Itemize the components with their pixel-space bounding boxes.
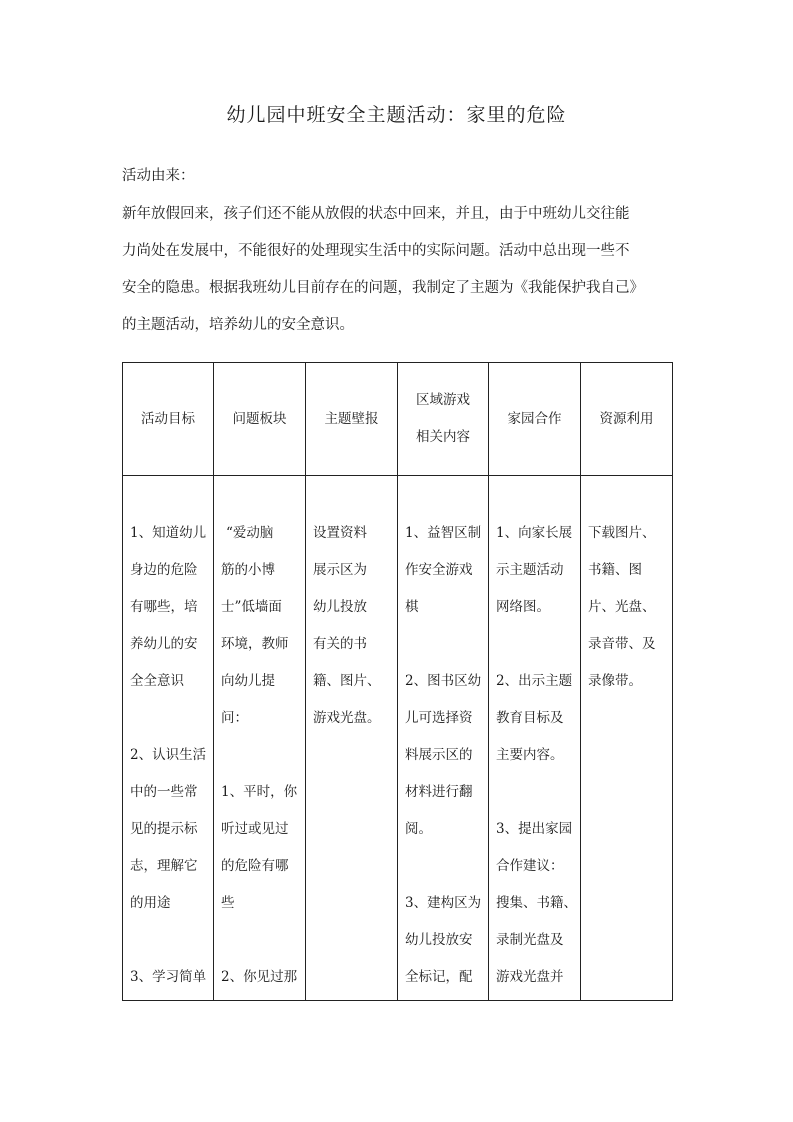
cell-text-line: 儿可选择资	[405, 710, 473, 726]
table-header-cell	[123, 363, 214, 476]
header-text: 主题壁报	[324, 410, 379, 427]
cell-text-line: 游戏光盘。	[313, 710, 381, 726]
header-text: 活动目标	[141, 410, 195, 427]
table-cell	[214, 476, 306, 1001]
cell-text-line	[221, 922, 300, 959]
cell-text-line: 的用途	[130, 895, 171, 911]
table-header-cell	[398, 363, 489, 476]
cell-text-line: 籍、图片、	[313, 673, 381, 689]
cell-text-line: 合作建议：	[496, 858, 564, 874]
intro-line: 安全的隐患。根据我班幼儿目前存在的问题，我制定了主题为《我能保护我自己》	[122, 280, 644, 296]
cell-text-line: 片、光盘、	[588, 599, 656, 615]
cell-text-line: 3、建构区为	[405, 895, 482, 911]
table-cell	[581, 476, 673, 1001]
cell-text-line: 书籍、图	[588, 562, 642, 578]
cell-text-line: “爱动脑	[226, 525, 274, 541]
activity-plan-table	[122, 362, 673, 1001]
cell-text-line: 1、知道幼儿	[130, 525, 207, 541]
cell-text-line: 中的一些常	[130, 784, 198, 800]
cell-text-line	[405, 626, 483, 663]
cell-text-line: 棋	[405, 599, 419, 615]
header-text: 家园合作	[507, 410, 562, 427]
table-cell	[123, 476, 214, 1001]
cell-text-line: 志，理解它	[130, 858, 198, 874]
cell-text-line: 幼儿投放安	[405, 932, 473, 948]
header-text: 问题板块	[232, 410, 287, 427]
cell-text-line: 下载图片、	[588, 525, 656, 541]
cell-text-line: 问：	[221, 710, 248, 726]
cell-text-line: 展示区为	[313, 562, 367, 578]
cell-text-line: 3、提出家园	[496, 821, 573, 837]
cell-text-line: 的危险有哪	[221, 858, 289, 874]
cell-text-line: 网络图。	[496, 599, 550, 615]
table-cell	[398, 476, 489, 1001]
cell-text-line: 养幼儿的安	[130, 636, 198, 652]
cell-text-line: 些	[221, 895, 235, 911]
intro-line: 的主题活动，培养幼儿的安全意识。	[122, 317, 354, 333]
table-header-cell	[489, 363, 581, 476]
cell-text-line	[405, 848, 483, 885]
table-header-cell	[214, 363, 306, 476]
cell-text-line: 身边的危险	[130, 562, 198, 578]
table-cell	[489, 476, 581, 1001]
cell-text-line: 见的提示标	[130, 821, 198, 837]
cell-text-line: 阅。	[405, 821, 432, 837]
document-title: 幼儿园中班安全主题活动：家里的危险	[226, 104, 567, 126]
cell-text-line: 3、学习简单	[130, 969, 207, 985]
header-text: 资源利用	[599, 410, 654, 427]
intro-line: 力尚处在发展中，不能很好的处理现实生活中的实际问题。活动中总出现一些不	[122, 243, 630, 259]
table-header-cell	[306, 363, 398, 476]
table-header-row	[123, 363, 673, 476]
cell-text-line: 2、认识生活	[130, 747, 207, 763]
cell-text-line	[221, 737, 300, 774]
cell-text-line	[130, 922, 208, 959]
table-header-cell	[581, 363, 673, 476]
cell-text-line	[130, 700, 208, 737]
cell-text-line	[496, 774, 575, 811]
cell-text-line: 全标记，配	[405, 969, 473, 985]
cell-text-line: 设置资料	[313, 525, 367, 541]
cell-text-line: 2、出示主题	[496, 673, 573, 689]
cell-text-line: 料展示区的	[405, 747, 473, 763]
cell-text-line: 教育目标及	[496, 710, 564, 726]
cell-text-line: 2、图书区幼	[405, 673, 482, 689]
intro-paragraph	[122, 196, 674, 344]
table-cell	[306, 476, 398, 1001]
cell-text-line: 搜集、书籍、	[496, 895, 577, 911]
cell-text-line: 全全意识	[130, 673, 184, 689]
cell-text-line: 1、平时，你	[221, 784, 298, 800]
cell-text-line: 环境，教师	[221, 636, 289, 652]
section-heading: 活动由来：	[122, 168, 195, 184]
cell-text-line: 材料进行翻	[405, 784, 473, 800]
header-text: 相关内容	[416, 429, 470, 445]
cell-text-line: 录制光盘及	[496, 932, 564, 948]
cell-text-line: 1、向家长展	[496, 525, 573, 541]
cell-text-line: 幼儿投放	[313, 599, 367, 615]
cell-text-line: 2、你见过那	[221, 969, 298, 985]
cell-text-line: 有关的书	[313, 636, 367, 652]
cell-text-line: 筋的小博	[221, 562, 275, 578]
cell-text-line	[496, 626, 575, 663]
cell-text-line: 示主题活动	[496, 562, 564, 578]
cell-text-line: 游戏光盘并	[496, 969, 564, 985]
cell-text-line: 作安全游戏	[405, 562, 473, 578]
cell-text-line: 录音带、及	[588, 636, 656, 652]
intro-line: 新年放假回来，孩子们还不能从放假的状态中回来，并且，由于中班幼儿交往能	[122, 206, 630, 222]
table-row	[123, 476, 673, 1001]
cell-text-line: 士”低墙面	[221, 599, 282, 615]
cell-text-line: 有哪些，培	[130, 599, 198, 615]
cell-text-line: 听过或见过	[221, 821, 289, 837]
cell-text-line: 录像带。	[588, 673, 642, 689]
cell-text-line: 向幼儿提	[221, 673, 275, 689]
cell-text-line: 主要内容。	[496, 747, 564, 763]
cell-text-line: 1、益智区制	[405, 525, 482, 541]
header-text: 区域游戏	[416, 392, 470, 408]
